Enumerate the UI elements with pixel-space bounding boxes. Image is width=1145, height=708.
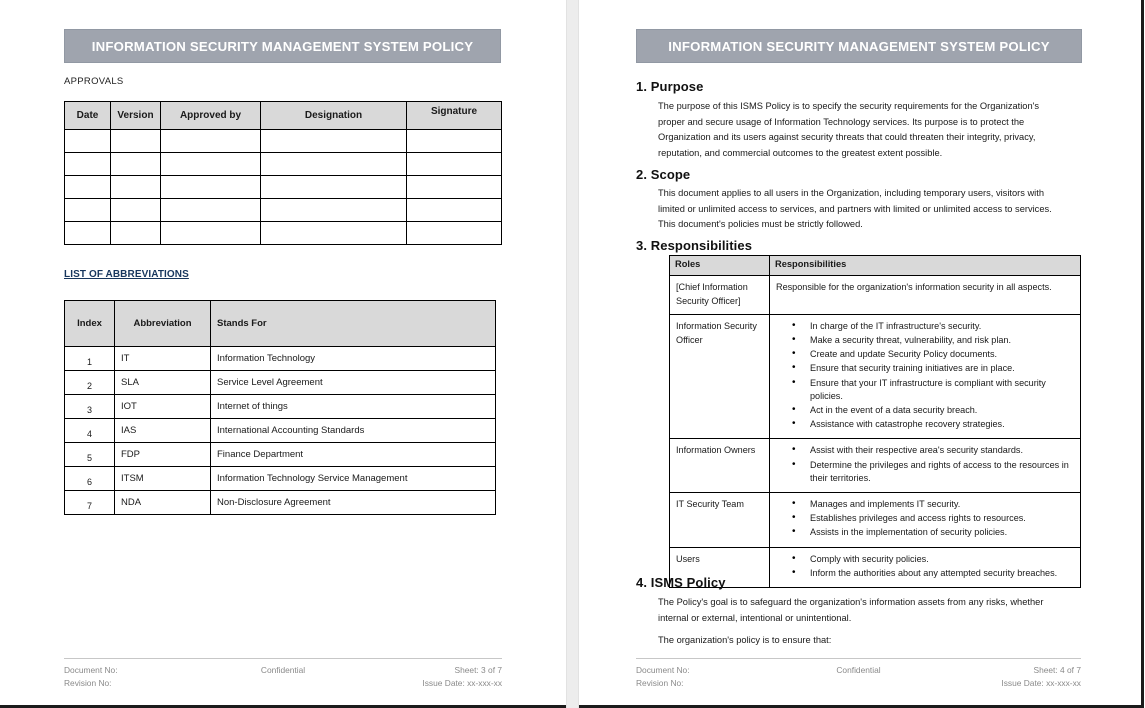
cell-stands-for: Internet of things [211,395,496,419]
list-item: • Establishes privileges and access rights to resources. [810,512,1075,526]
cell-index: 7 [65,491,115,515]
list-item: • Create and update Security Policy documents. [810,348,1075,362]
column-header-date: Date [65,102,111,130]
body-purpose: The purpose of this ISMS Policy is to specify the security requirements for the Organization's proper and secure usage of Information Technology services. Its purpose is to protect the Organization and its users against security threats that could threaten their integrity, privacy, reputation, and commercial outcomes to the greatest extent possible. [658,101,1040,158]
cell-stands-for: Information Technology Service Management [211,467,496,491]
cell-designation [261,176,407,199]
table-row [65,347,496,371]
table-row [65,491,496,515]
cell-designation [261,153,407,176]
cell-approved-by [161,199,261,222]
table-row [65,419,496,443]
bullet-list [776,444,1075,485]
approvals-table [64,101,502,245]
list-item: • Inform the authorities about any attempted security breaches. [810,567,1075,581]
cell-signature [407,130,502,153]
list-item: • Make a security threat, vulnerability, and risk plan. [810,334,1075,348]
list-item: • Manages and implements IT security. [810,498,1075,512]
footer-issue-date: Issue Date: xx-xxx-xx [1001,677,1081,688]
cell-date [65,222,111,245]
table-row [65,153,502,176]
table-header-row [670,256,1081,276]
cell-signature [407,199,502,222]
cell-signature [407,153,502,176]
cell-role: Users [670,547,770,587]
table-header-row [65,301,496,347]
list-item: • Ensure that your IT infrastructure is compliant with security policies. [810,377,1075,404]
table-row [65,395,496,419]
abbreviations-table [64,300,496,515]
responsibilities-table [669,255,1081,588]
table-row [65,130,502,153]
cell-abbreviation: FDP [115,443,211,467]
cell-abbreviation: IOT [115,395,211,419]
column-header-responsibilities: Responsibilities [770,256,1081,276]
approvals-label: APPROVALS [64,76,124,87]
cell-date [65,199,111,222]
column-header-abbreviation: Abbreviation [115,301,211,347]
column-header-stands-for: Stands For [211,301,496,347]
cell-abbreviation: SLA [115,371,211,395]
column-header-roles: Roles [670,256,770,276]
table-row [65,371,496,395]
column-header-signature: Signature [407,102,502,130]
cell-approved-by [161,222,261,245]
cell-index: 3 [65,395,115,419]
cell-responsibility-list [770,547,1081,587]
heading-isms-policy: 4. ISMS Policy [636,575,726,590]
cell-date [65,130,111,153]
cell-signature [407,176,502,199]
cell-index: 1 [65,347,115,371]
cell-responsibility-list [770,439,1081,493]
list-item: • Assistance with catastrophe recovery strategies. [810,418,1075,432]
cell-stands-for: Finance Department [211,443,496,467]
column-header-approved-by: Approved by [161,102,261,130]
page-title-banner-left: INFORMATION SECURITY MANAGEMENT SYSTEM POLICY [64,29,501,63]
footer-issue-date: Issue Date: xx-xxx-xx [422,677,503,688]
footer-document-no: Document No: [64,665,118,675]
page-title-banner-right: INFORMATION SECURITY MANAGEMENT SYSTEM POLICY [636,29,1082,63]
cell-role: Information Owners [670,439,770,493]
cell-version [111,130,161,153]
table-row [65,176,502,199]
table-row [670,276,1081,315]
cell-stands-for: Non-Disclosure Agreement [211,491,496,515]
body-scope: This document applies to all users in the Organization, including temporary users, visitors with limited or unlimited access to services, and partners with limited or unlimited access to services. This document's policies must be strictly followed. [658,188,1052,230]
footer-confidential: Confidential [260,665,306,675]
cell-version [111,153,161,176]
column-header-designation: Designation [261,102,407,130]
table-header-row [65,102,502,130]
cell-approved-by [161,130,261,153]
cell-abbreviation: ITSM [115,467,211,491]
heading-purpose: 1. Purpose [636,79,704,94]
page-footer-right [636,658,1081,689]
page-gutter [566,0,579,708]
page-footer-left [64,658,502,689]
footer-revision-no: Revision No: [636,677,684,688]
cell-role: [Chief Information Security Officer] [670,276,770,315]
cell-role: IT Security Team [670,493,770,547]
list-item: • In charge of the IT infrastructure's security. [810,320,1075,334]
list-item: • Ensure that security training initiatives are in place. [810,362,1075,376]
table-row [65,467,496,491]
column-header-index: Index [65,301,115,347]
cell-approved-by [161,153,261,176]
footer-confidential: Confidential [836,665,881,675]
list-item: • Comply with security policies. [810,553,1075,567]
body-isms-policy-1: The Policy's goal is to safeguard the organization's information assets from any risks, whether internal or external, intentional or unintentional. [658,597,1044,623]
cell-responsibility-list [770,493,1081,547]
cell-designation [261,199,407,222]
list-of-abbreviations-heading: LIST OF ABBREVIATIONS [64,269,189,280]
heading-responsibilities: 3. Responsibilities [636,238,753,253]
cell-index: 6 [65,467,115,491]
table-row [65,443,496,467]
bullet-list [776,320,1075,432]
cell-approved-by [161,176,261,199]
table-row [670,315,1081,439]
footer-revision-no: Revision No: [64,677,112,688]
cell-designation [261,222,407,245]
body-isms-policy-2: The organization's policy is to ensure that: [658,635,832,645]
footer-spacer [783,677,934,690]
bullet-list [776,553,1075,581]
table-row [65,199,502,222]
cell-index: 4 [65,419,115,443]
list-item: • Assist with their respective area's security standards. [810,444,1075,458]
cell-abbreviation: IT [115,347,211,371]
cell-responsibility-list [770,315,1081,439]
cell-version [111,222,161,245]
page-right [579,0,1144,708]
column-header-version: Version [111,102,161,130]
cell-abbreviation: IAS [115,419,211,443]
table-row [670,439,1081,493]
list-item: • Act in the event of a data security breach. [810,404,1075,418]
footer-spacer [209,677,358,690]
list-item: • Determine the privileges and rights of access to the resources in their territories. [810,459,1075,486]
cell-stands-for: Service Level Agreement [211,371,496,395]
bullet-list [776,498,1075,540]
cell-index: 5 [65,443,115,467]
heading-scope: 2. Scope [636,167,691,182]
cell-index: 2 [65,371,115,395]
table-row [670,493,1081,547]
footer-sheet-number: Sheet: 3 of 7 [454,665,503,675]
cell-version [111,199,161,222]
cell-abbreviation: NDA [115,491,211,515]
table-row [670,547,1081,587]
cell-stands-for: Information Technology [211,347,496,371]
cell-role: Information Security Officer [670,315,770,439]
page-left [0,0,566,708]
cell-version [111,176,161,199]
cell-date [65,176,111,199]
footer-document-no: Document No: [636,665,690,675]
cell-signature [407,222,502,245]
cell-responsibility-text: Responsible for the organization's information security in all aspects. [770,276,1081,315]
cell-designation [261,130,407,153]
table-row [65,222,502,245]
footer-sheet-number: Sheet: 4 of 7 [1033,665,1081,675]
cell-date [65,153,111,176]
list-item: • Assists in the implementation of security policies. [810,526,1075,540]
cell-stands-for: International Accounting Standards [211,419,496,443]
